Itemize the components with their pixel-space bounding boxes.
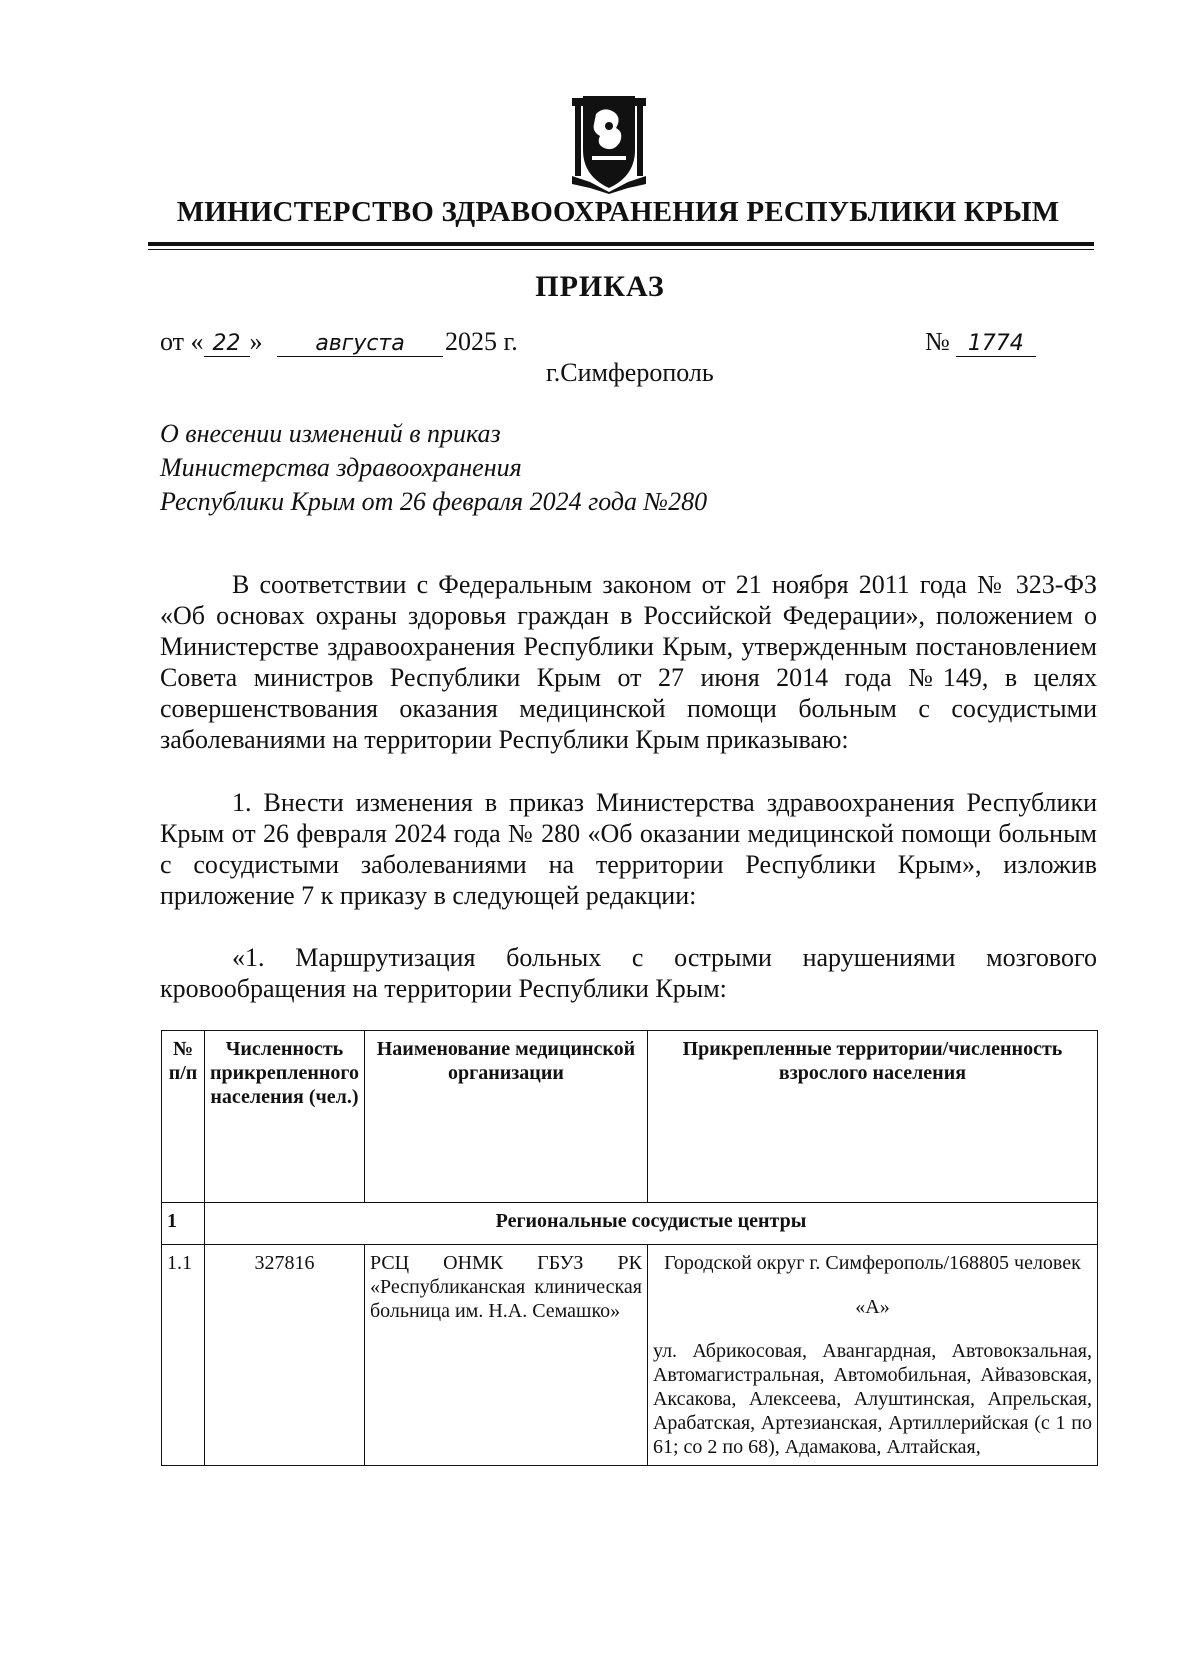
table-header-row [162,1031,1098,1203]
subject-line: Республики Крым от 26 февраля 2024 года №280 [160,487,708,516]
order-city: г.Симферополь [546,358,714,387]
territory-streets: ул. Абрикосовая, Авангардная, Автовокзальная, Автомагистральная, Автомобильная, Айвазовская, Аксакова, Алексеева, Алуштинская, Апрельская, Арабатская, Артезианская, Артиллерийская (с 1 по 61; со 2 по 68), Адамакова, Алтайская, [652,1340,1092,1458]
territory-title: Городской округ г. Симферополь/168805 человек [664,1252,1081,1274]
section-label: Региональные сосудистые центры [205,1203,1098,1245]
routing-table [161,1030,1098,1466]
clause-1-paragraph: 1. Внести изменения в приказ Министерства здравоохранения Республики Крым от 26 февраля 2024 года № 280 «Об оказании медицинской помощи больным с сосудистыми заболеваниями на территории Республики Крым», изложив приложение 7 к приказу в следующей редакции: [160,788,1097,910]
section-number: 1 [162,1203,205,1245]
order-subject [160,417,707,519]
coat-of-arms-icon [570,92,648,194]
number-handwritten: 1774 [956,331,1036,357]
preamble-paragraph: В соответствии с Федеральным законом от 21 ноября 2011 года № 323-ФЗ «Об основах охраны здоровья граждан в Российской Федерации», положением о Министерстве здравоохранения Республики Крым, утвержденным постановлением Совета министров Республики Крым от 27 июня 2014 года №149, в целях совершенствования оказания медицинской помощи больным с сосудистыми заболеваниями на территории Республики Крым приказываю: [160,570,1097,754]
order-title: ПРИКАЗ [535,270,665,303]
order-number [925,327,1036,357]
subject-line: Министерства здравоохранения [160,453,522,482]
col-header-organization: Наименование медицинской организации [364,1031,647,1203]
row-number: 1.1 [162,1245,205,1466]
row-population: 327816 [205,1245,365,1466]
table-row [162,1245,1098,1466]
header-rule-thin [148,249,1094,250]
row-territories [647,1245,1097,1466]
number-prefix: № [925,327,950,356]
table-section-row [162,1203,1098,1245]
header-rule-thick [148,242,1094,246]
ministry-name: МИНИСТЕРСТВО ЗДРАВООХРАНЕНИЯ РЕСПУБЛИКИ КРЫМ [176,196,1060,228]
col-header-no: № п/п [162,1031,205,1203]
col-header-population: Численность прикрепленного населения (чел.) [205,1031,365,1203]
subject-line: О внесении изменений в приказ [160,419,501,448]
date-prefix: от « [160,327,204,356]
order-date [160,327,518,357]
date-mid: » [249,327,263,356]
row-organization: РСЦ ОНМК ГБУЗ РК «Республиканская клиническая больница им. Н.А. Семашко» [364,1245,647,1466]
date-day-handwritten: 22 [204,331,250,357]
col-header-territories: Прикрепленные территории/численность взрослого населения [647,1031,1097,1203]
date-month-handwritten: августа [277,331,443,357]
date-year: 2025 г. [445,327,518,356]
territory-letter: «А» [855,1296,890,1318]
appendix-intro-paragraph: «1. Маршрутизация больных с острыми нарушениями мозгового кровообращения на территории Республики Крым: [160,943,1097,1003]
